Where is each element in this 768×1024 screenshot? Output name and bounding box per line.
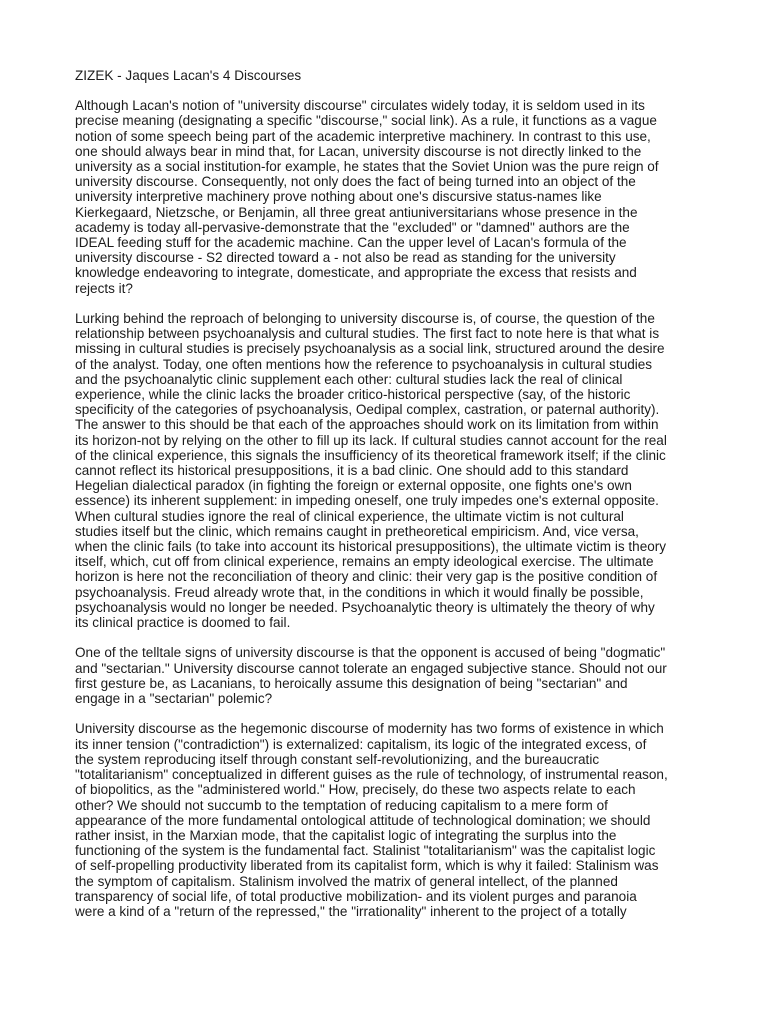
text-line: "totalitarianism" conceptualized in different guises as the rule of technology, of instrumental reason, (75, 767, 668, 783)
text-line: of biopolitics, as the "administered world." How, precisely, do these two aspects relate to each (75, 782, 636, 798)
document-body (75, 98, 695, 919)
text-line: engage in a "sectarian" polemic? (75, 691, 273, 707)
text-line: and "sectarian." University discourse cannot tolerate an engaged subjective stance. Should not our (75, 660, 667, 676)
text-line: horizon is here not the reconciliation of theory and clinic: their very gap is the positive condition of (75, 569, 658, 585)
text-line: itself, which, cut off from clinical experience, remains an empty ideological exercise. The ultimate (75, 554, 654, 570)
paragraph (75, 645, 695, 706)
text-line: psychoanalysis. Freud already wrote that, in the conditions in which it would finally be possible, (75, 584, 644, 600)
text-line: studies itself but the clinic, which remains caught in pretheoretical empiricism. And, vice versa, (75, 523, 639, 539)
paragraph (75, 311, 695, 630)
text-line: Kierkegaard, Nietzsche, or Benjamin, all three great antiuniversitarians whose presence in the (75, 204, 638, 220)
text-line: its horizon-not by relying on the other to fill up its lack. If cultural studies cannot account for the real (75, 432, 667, 448)
text-line: knowledge endeavoring to integrate, domesticate, and appropriate the excess that resists and (75, 265, 637, 281)
text-line: notion of some speech being part of the academic interpretive machinery. In contrast to this use, (75, 128, 651, 144)
text-line: were a kind of a "return of the repressed," the "irrationality" inherent to the project of a totally (75, 903, 627, 919)
text-line: of the clinical experience, this signals the insufficiency of its theoretical framework itself; if the clinic (75, 447, 666, 463)
text-line: university interpretive machinery prove nothing about one's discursive status-names like (75, 189, 602, 205)
text-line: experience, while the clinic lacks the broader critico-historical perspective (say, of the historic (75, 387, 631, 403)
text-line: rejects it? (75, 280, 133, 296)
text-line: of the analyst. Today, one often mentions how the reference to psychoanalysis in cultural studies (75, 356, 653, 372)
text-line: other? We should not succumb to the temptation of reducing capitalism to a mere form of (75, 797, 608, 813)
text-line: cannot reflect its historical presuppositions, it is a bad clinic. One should add to this standard (75, 463, 629, 479)
text-line: relationship between psychoanalysis and cultural studies. The first fact to note here is that what is (75, 326, 660, 342)
text-line: its inner tension ("contradiction") is externalized: capitalism, its logic of the integrated excess, of (75, 736, 647, 752)
text-line: academy is today all-pervasive-demonstrate that the "excluded" or "damned" authors are the (75, 219, 630, 235)
text-line: specificity of the categories of psychoanalysis, Oedipal complex, castration, or paternal authority). (75, 402, 660, 418)
document-title: ZIZEK - Jaques Lacan's 4 Discourses (75, 68, 302, 83)
text-line: one should always bear in mind that, for Lacan, university discourse is not directly linked to the (75, 143, 642, 159)
text-line: of self-propelling productivity liberated from its capitalist form, which is why it failed: Stalinism was (75, 858, 659, 874)
text-line: Lurking behind the reproach of belonging to university discourse is, of course, the question of the (75, 311, 655, 327)
paragraph (75, 98, 695, 296)
text-line: IDEAL feeding stuff for the academic machine. Can the upper level of Lacan's formula of the (75, 235, 627, 251)
text-line: the system reproducing itself through constant self-revolutionizing, and the bureaucratic (75, 751, 600, 767)
text-line: essence) its inherent supplement: in impeding oneself, one truly impedes one's external opposite. (75, 493, 659, 509)
text-line: Although Lacan's notion of "university discourse" circulates widely today, it is seldom used in its (75, 98, 645, 114)
text-line: rather insist, in the Marxian mode, that the capitalist logic of integrating the surplus into the (75, 827, 617, 843)
text-line: University discourse as the hegemonic discourse of modernity has two forms of existence in which (75, 721, 664, 737)
text-line: university discourse - S2 directed toward a - not also be read as standing for the university (75, 250, 616, 266)
text-line: appearance of the more fundamental ontological attitude of technological domination; we should (75, 812, 651, 828)
text-line: university discourse. Consequently, not only does the fact of being turned into an object of the (75, 174, 636, 190)
paragraph (75, 721, 695, 919)
text-line: One of the telltale signs of university discourse is that the opponent is accused of being "dogmatic" (75, 645, 666, 661)
text-line: when the clinic fails (to take into account its historical presuppositions), the ultimate victim is theory (75, 539, 667, 555)
text-line: The answer to this should be that each of the approaches should work on its limitation from within (75, 417, 659, 433)
text-line: psychoanalysis would no longer be needed. Psychoanalytic theory is ultimately the theory of why (75, 599, 655, 615)
text-line: first gesture be, as Lacanians, to heroically assume this designation of being "sectarian" and (75, 675, 628, 691)
text-line: missing in cultural studies is precisely psychoanalysis as a social link, structured around the desire (75, 341, 665, 357)
text-line: transparency of social life, of total productive mobilization- and its violent purges and paranoia (75, 888, 637, 904)
text-line: university as a social institution-for example, he states that the Soviet Union was the pure reign of (75, 159, 659, 175)
text-line: Hegelian dialectical paradox (in fighting the foreign or external opposite, one fights one's own (75, 478, 632, 494)
text-line: the symptom of capitalism. Stalinism involved the matrix of general intellect, of the planned (75, 873, 618, 889)
text-line: and the psychoanalytic clinic supplement each other: cultural studies lack the real of clinical (75, 371, 623, 387)
document-page (75, 68, 695, 934)
text-line: When cultural studies ignore the real of clinical experience, the ultimate victim is not cultural (75, 508, 624, 524)
text-line: functioning of the system is the fundamental fact. Stalinist "totalitarianism" was the capitalist logic (75, 843, 656, 859)
text-line: precise meaning (designating a specific "discourse," social link). As a rule, it functions as a vague (75, 113, 657, 129)
text-line: its clinical practice is doomed to fail. (75, 615, 291, 631)
